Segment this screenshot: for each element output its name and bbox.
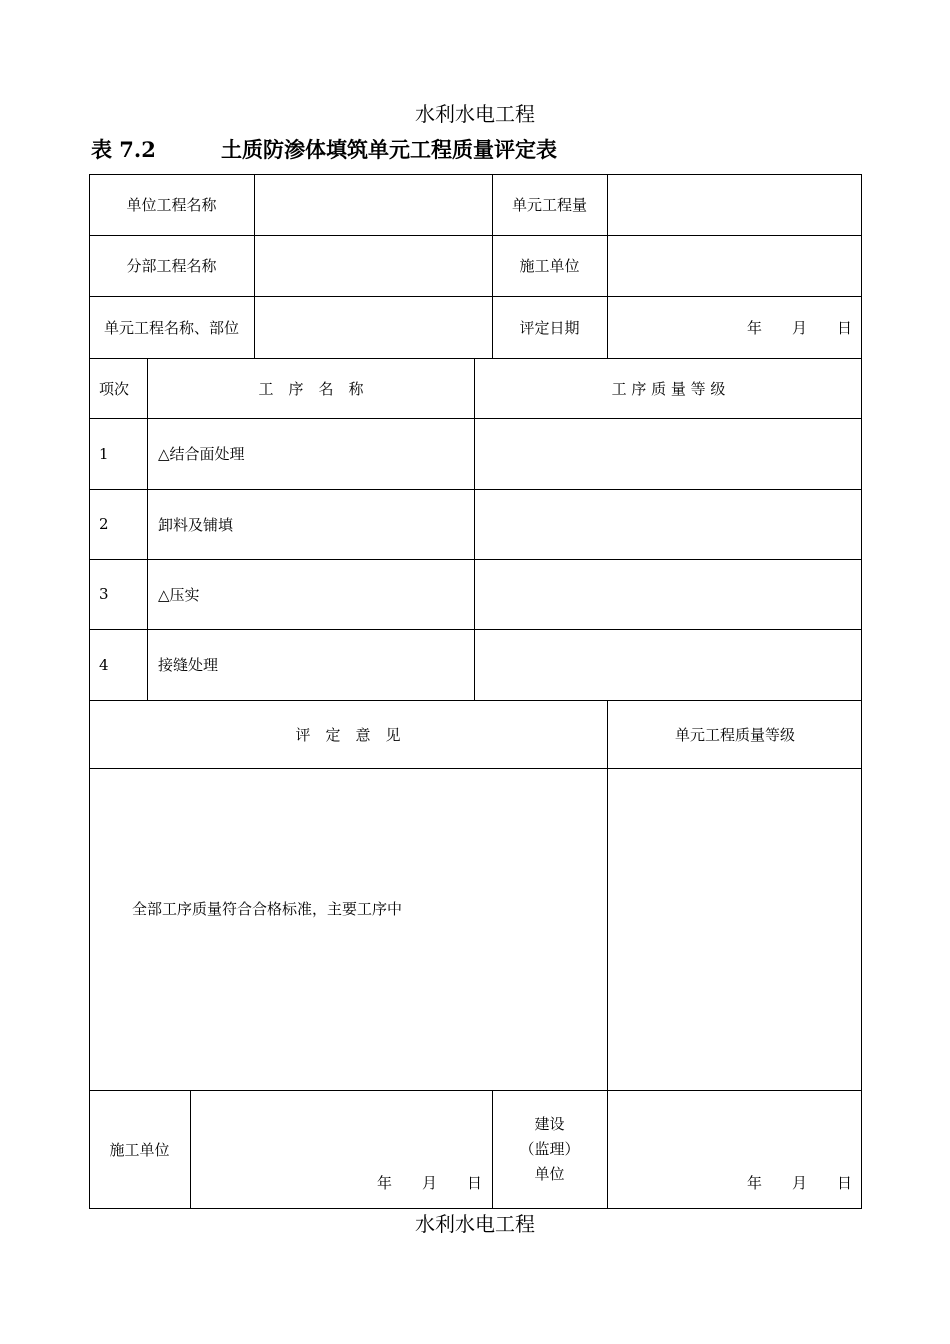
- process-grade-header: 工 序 质 量 等 级: [611, 379, 726, 398]
- element-name-location-label: 单元工程名称、部位: [103, 318, 239, 337]
- division-project-name-field[interactable]: [255, 235, 492, 296]
- table-row-index: 4: [99, 655, 109, 674]
- table-number: 表 7.2: [91, 137, 156, 162]
- construction-signature-date[interactable]: 年 月 日: [376, 1173, 482, 1192]
- evaluation-opinion-text[interactable]: 全部工序质量符合合格标准，主要工序中: [132, 899, 403, 918]
- element-quantity-label: 单元工程量: [511, 196, 587, 214]
- index-header: 项次: [99, 379, 130, 398]
- division-project-name-label: 分部工程名称: [126, 257, 217, 275]
- table-row-index: 1: [99, 444, 109, 463]
- construction-unit-label: 施工单位: [519, 257, 580, 275]
- table-row-grade[interactable]: [475, 629, 862, 700]
- table-row-name: 接缝处理: [158, 656, 219, 674]
- supervisor-label-line1: 建设: [534, 1115, 565, 1133]
- table-row-index: 3: [99, 585, 109, 603]
- page-header: 水利水电工程: [415, 102, 535, 126]
- element-name-location-field[interactable]: [255, 296, 492, 358]
- table-row-grade[interactable]: [475, 489, 862, 559]
- construction-unit-signature-label: 施工单位: [109, 1141, 170, 1159]
- unit-project-name-field[interactable]: [255, 174, 492, 235]
- process-name-header: 工 序 名 称: [258, 379, 364, 398]
- evaluation-date-label: 评定日期: [519, 318, 580, 337]
- supervisor-signature-date[interactable]: 年 月 日: [746, 1173, 852, 1192]
- construction-unit-field[interactable]: [608, 235, 862, 296]
- element-quality-grade-header: 单元工程质量等级: [674, 725, 795, 744]
- page-title: [91, 134, 557, 164]
- table-title: 土质防渗体填筑单元工程质量评定表: [221, 137, 557, 162]
- table-row-name: 卸料及铺填: [158, 515, 234, 534]
- element-quantity-field[interactable]: [608, 174, 862, 235]
- table-row-index: 2: [99, 515, 109, 533]
- supervisor-label-line2: （监理）: [519, 1140, 580, 1158]
- evaluation-opinion-header: 评 定 意 见: [295, 725, 401, 744]
- supervisor-label-line3: 单位: [534, 1165, 565, 1183]
- evaluation-date-field[interactable]: 年 月 日: [746, 318, 852, 337]
- page-footer: 水利水电工程: [415, 1212, 535, 1236]
- supervisor-unit-label: [492, 1112, 607, 1187]
- table-row-name: △结合面处理: [158, 445, 245, 463]
- table-row-grade[interactable]: [475, 418, 862, 489]
- element-quality-grade-field[interactable]: [608, 768, 862, 1090]
- table-row-grade[interactable]: [475, 559, 862, 629]
- unit-project-name-label: 单位工程名称: [126, 196, 217, 214]
- table-row-name: △压实: [158, 585, 200, 604]
